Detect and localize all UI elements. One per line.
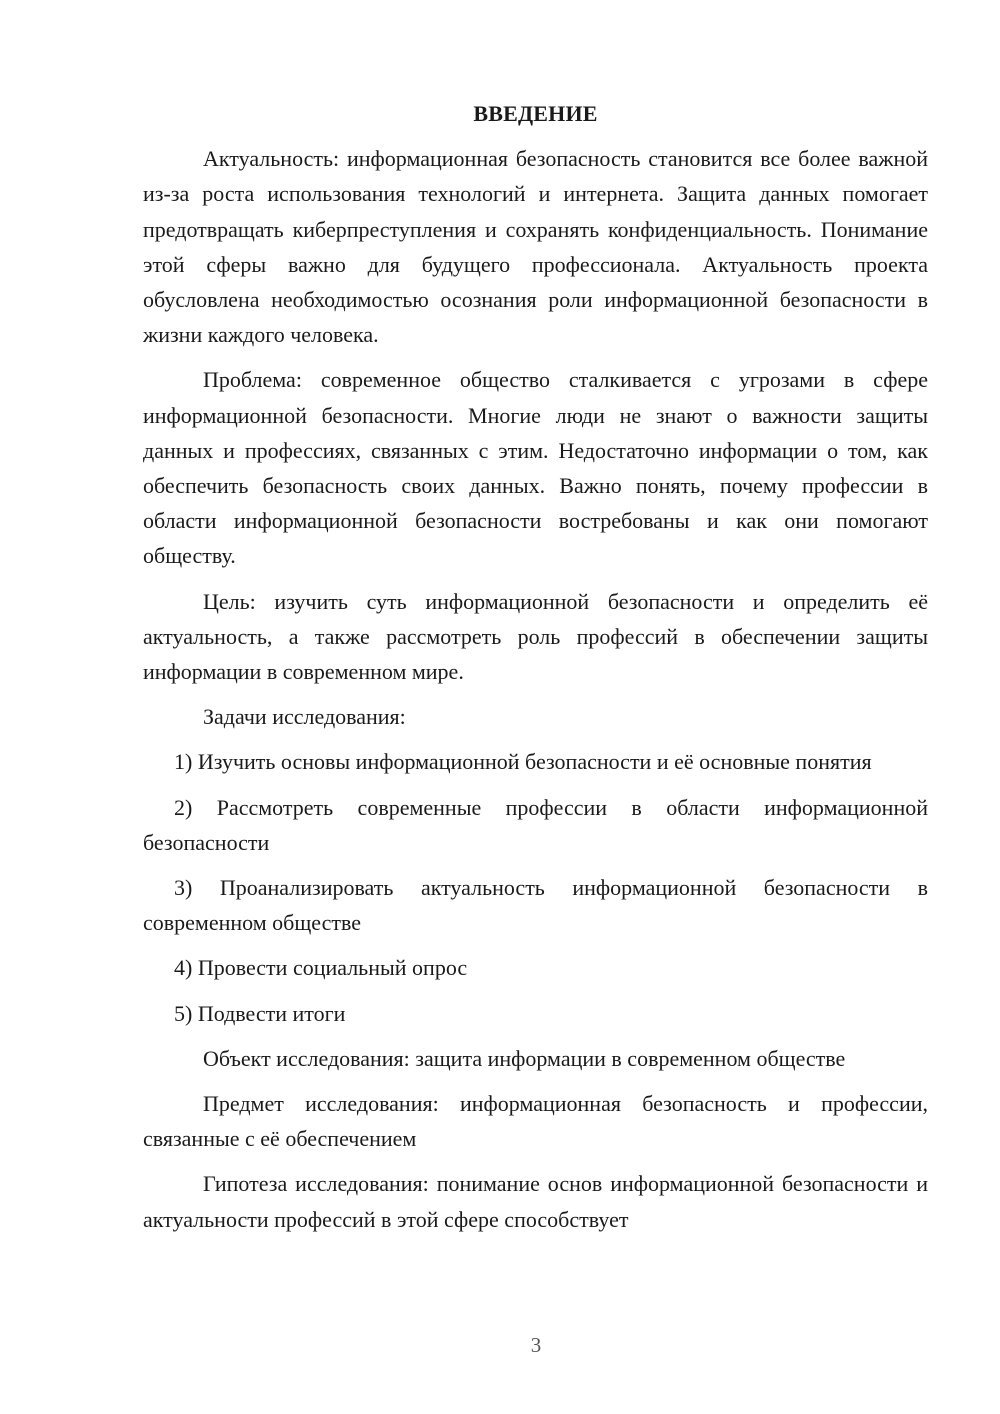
problem-paragraph: Проблема: современное общество сталкивается с угрозами в сфере информационной безопасности. Многие люди не знают о важности защиты данных и профессиях, связанных с этим. Недостаточно информации о том, как обеспечить безопасность своих данных. Важно понять, почему профессии в области информационной безопасности востребованы и как они помогают обществу.	[143, 367, 928, 569]
page-content	[143, 96, 928, 1247]
page-number: 3	[530, 1333, 542, 1357]
task-item-1: 1) Изучить основы информационной безопасности и её основные понятия	[174, 749, 872, 775]
task-item-2: 2) Рассмотреть современные профессии в области информационной безопасности	[143, 794, 928, 855]
task-item-5: 5) Подвести итоги	[174, 1000, 346, 1026]
hypothesis-paragraph: Гипотеза исследования: понимание основ информационной безопасности и актуальности профессий в этой сфере способствует	[143, 1171, 928, 1232]
relevance-paragraph: Актуальность: информационная безопасность становится все более важной из-за роста использования технологий и интернета. Защита данных помогает предотвращать киберпреступления и сохранять конфиденциальность. Понимание этой сферы важно для будущего профессионала. Актуальность проекта обусловлена необходимостью осознания роли информационной безопасности в жизни каждого человека.	[143, 146, 928, 348]
tasks-heading: Задачи исследования:	[203, 704, 406, 730]
task-item-3: 3) Проанализировать актуальность информационной безопасности в современном обществе	[143, 875, 928, 936]
goal-paragraph: Цель: изучить суть информационной безопасности и определить её актуальность, а также рассмотреть роль профессий в обеспечении защиты информации в современном мире.	[143, 588, 928, 685]
object-paragraph: Объект исследования: защита информации в современном обществе	[203, 1045, 846, 1071]
section-heading: ВВЕДЕНИЕ	[473, 101, 598, 126]
task-item-4: 4) Провести социальный опрос	[174, 955, 468, 981]
subject-paragraph: Предмет исследования: информационная безопасность и профессии, связанные с её обеспечением	[143, 1091, 928, 1152]
